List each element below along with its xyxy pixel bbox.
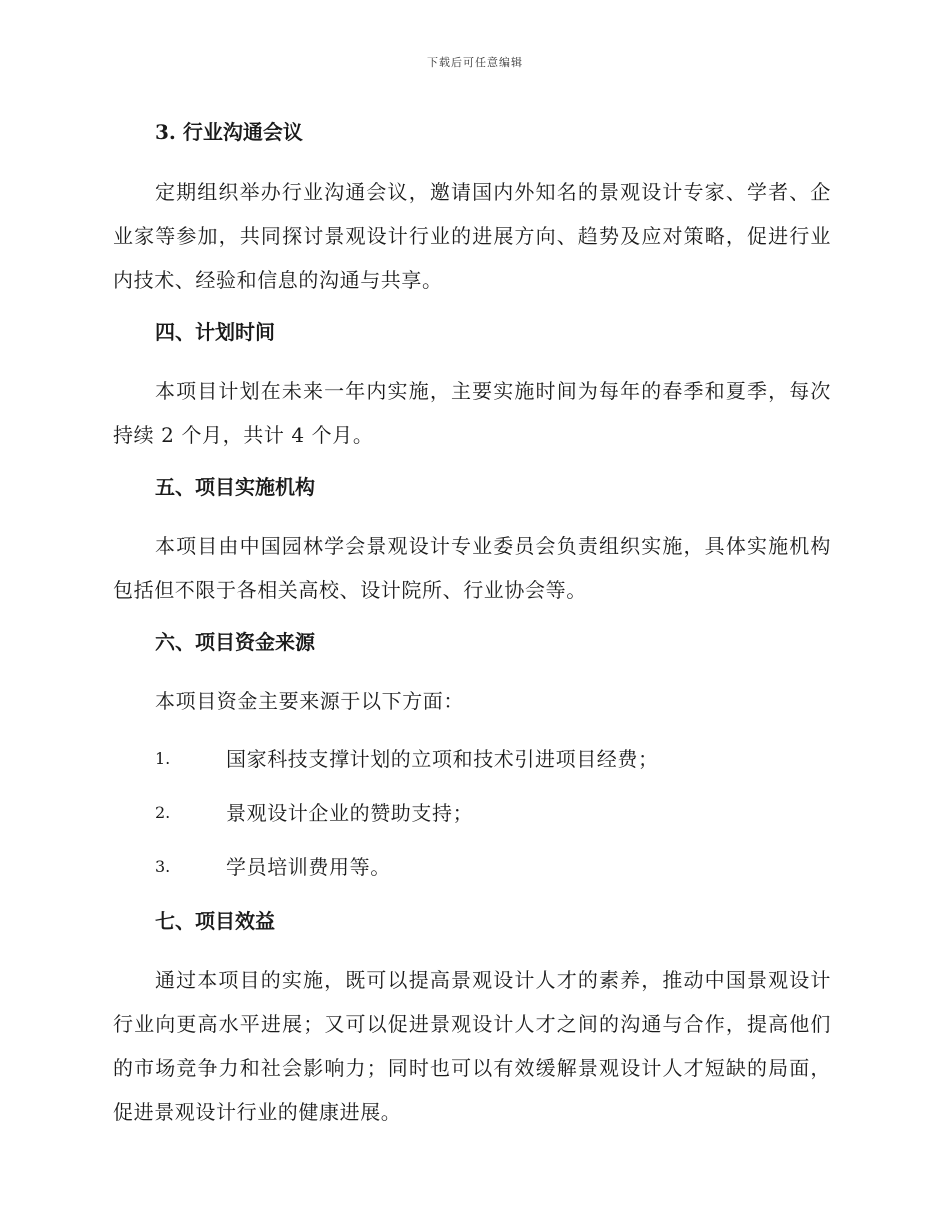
- section-7-heading: 七、项目效益: [155, 909, 275, 933]
- section-7-paragraph: 通过本项目的实施，既可以提高景观设计人才的素养，推动中国景观设计行业向更高水平进展；又可以促进景观设计人才之间的沟通与合作，提高他们的市场竞争力和社会影响力；同时也可以有效缓解景观设计人才短缺的局面，促进景观设计行业的健康进展。: [113, 968, 831, 1124]
- funding-list-item: [113, 853, 831, 881]
- list-text: 学员培训费用等。: [226, 855, 391, 879]
- page-header-note: 下载后可任意编辑: [427, 56, 523, 69]
- section-4-heading: 四、计划时间: [155, 320, 275, 344]
- list-text: 景观设计企业的赞助支持；: [226, 801, 474, 825]
- list-text: 国家科技支撑计划的立项和技术引进项目经费；: [226, 747, 659, 771]
- section-6-heading: 六、项目资金来源: [155, 630, 315, 654]
- list-number: 3.: [155, 857, 171, 876]
- funding-list-item: [113, 745, 831, 773]
- list-number: 1.: [155, 749, 171, 768]
- document-body: [113, 108, 831, 1134]
- section-5-paragraph: 本项目由中国园林学会景观设计专业委员会负责组织实施，具体实施机构包括但不限于各相关高校、设计院所、行业协会等。: [113, 534, 831, 602]
- funding-list-item: [113, 799, 831, 827]
- section-3-paragraph: 定期组织举办行业沟通会议，邀请国内外知名的景观设计专家、学者、企业家等参加，共同探讨景观设计行业的进展方向、趋势及应对策略，促进行业内技术、经验和信息的沟通与共享。: [113, 180, 831, 292]
- section-5-heading: 五、项目实施机构: [155, 475, 315, 499]
- section-6-intro: 本项目资金主要来源于以下方面：: [155, 689, 464, 713]
- section-3-heading: 3. 行业沟通会议: [155, 120, 303, 144]
- section-4-paragraph: 本项目计划在未来一年内实施，主要实施时间为每年的春季和夏季，每次持续 2 个月，共计 4 个月。: [113, 379, 831, 447]
- list-number: 2.: [155, 803, 171, 822]
